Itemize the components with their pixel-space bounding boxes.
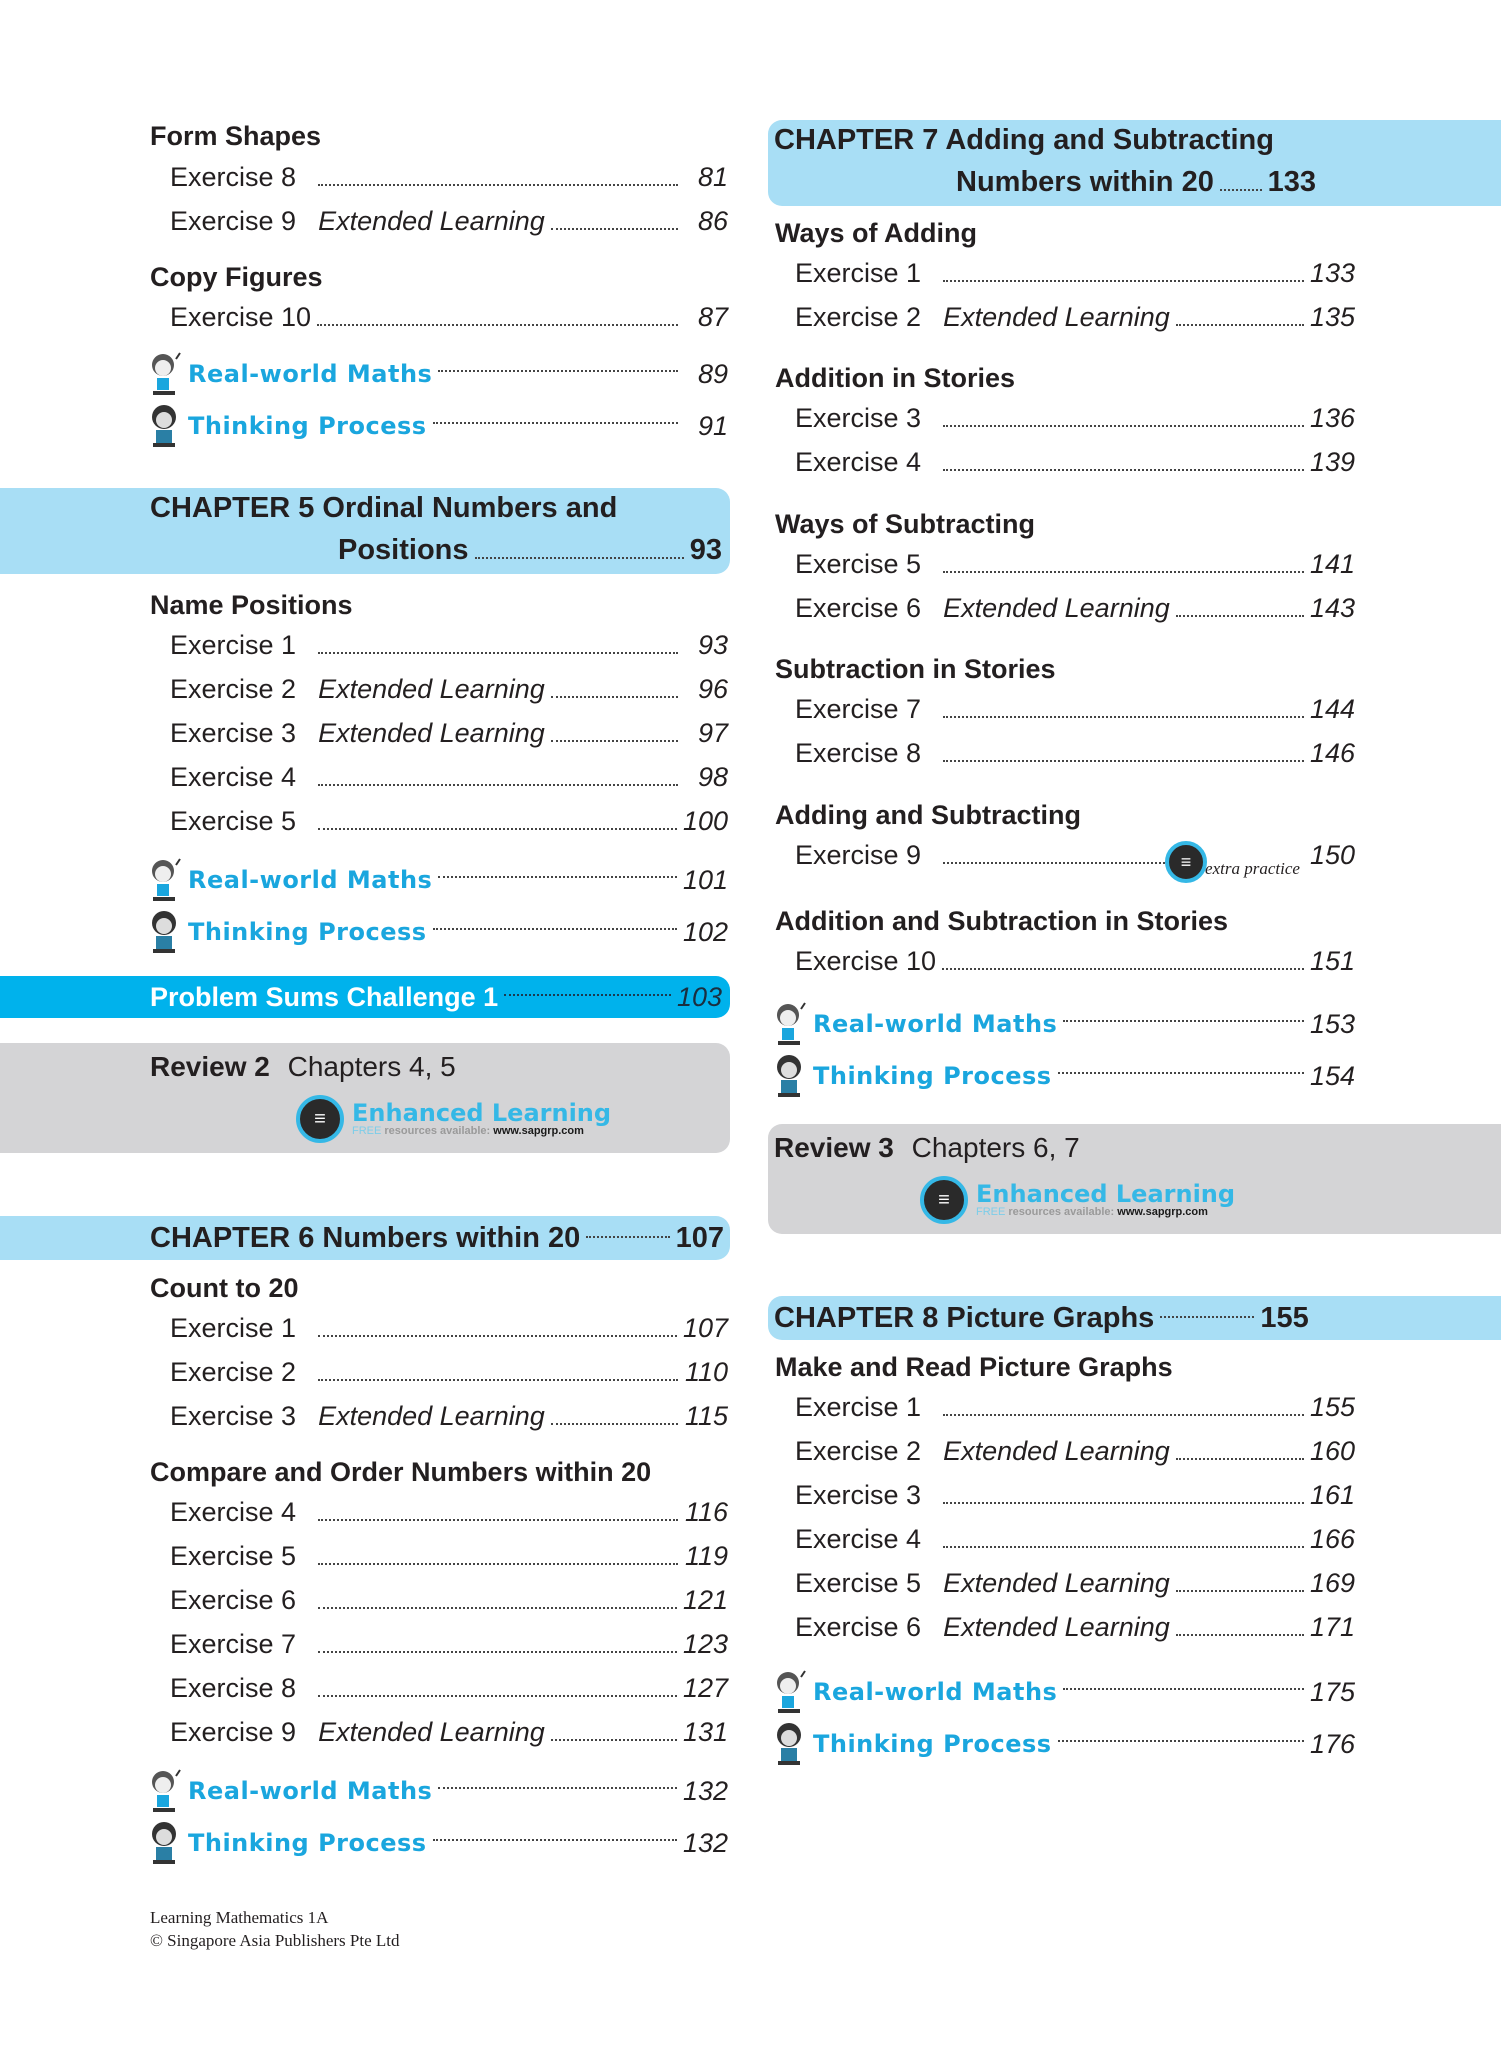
exercise-label: Exercise 2 — [170, 1357, 297, 1387]
dot-leader — [1058, 1740, 1304, 1742]
page-number: 101 — [682, 864, 728, 895]
toc-entry[interactable] — [795, 593, 1355, 637]
dot-leader — [586, 1236, 669, 1238]
logo-free: FREE — [976, 1206, 1006, 1218]
page-number: 131 — [682, 1717, 728, 1747]
exercise-label: Exercise 6 — [170, 1585, 297, 1615]
feature-title: Thinking Process — [188, 1829, 427, 1857]
thinking-mascot-icon — [148, 909, 182, 955]
toc-entry[interactable] — [170, 1585, 728, 1629]
chapter-6-header[interactable] — [0, 1216, 730, 1260]
toc-entry[interactable] — [170, 1673, 728, 1717]
dot-leader — [943, 1546, 1304, 1548]
problem-sums-challenge-bar[interactable] — [0, 976, 730, 1018]
enhanced-learning-icon: ≡ — [296, 1095, 344, 1143]
page-number: 93 — [689, 534, 722, 566]
dot-leader — [318, 1651, 677, 1653]
dot-leader — [438, 1787, 677, 1789]
page-number: 171 — [1309, 1612, 1355, 1642]
toc-entry[interactable] — [795, 1480, 1355, 1524]
dot-leader — [318, 784, 678, 786]
exercise-label: Exercise 8 — [170, 1673, 297, 1703]
feature-title: Thinking Process — [813, 1730, 1052, 1758]
feature-title: Thinking Process — [188, 412, 427, 440]
dot-leader — [433, 422, 678, 424]
extended-learning-label: Extended Learning — [943, 302, 1170, 332]
toc-entry-thinking-process[interactable] — [148, 906, 728, 958]
dot-leader — [475, 557, 684, 559]
toc-entry[interactable] — [170, 302, 728, 346]
dot-leader — [942, 968, 1304, 970]
page-number: 166 — [1309, 1524, 1355, 1554]
logo-sub: resources available: — [384, 1125, 491, 1137]
dot-leader — [433, 1839, 677, 1841]
exercise-label: Exercise 10 — [795, 946, 937, 976]
exercise-label: Exercise 4 — [170, 762, 297, 792]
toc-entry[interactable] — [795, 946, 1355, 990]
section-title: Count to 20 — [150, 1273, 299, 1303]
toc-entry[interactable] — [795, 738, 1355, 782]
page-number: 107 — [682, 1313, 728, 1343]
toc-entry[interactable] — [795, 258, 1355, 302]
dot-leader — [943, 862, 1165, 864]
toc-entry[interactable] — [170, 1629, 728, 1673]
exercise-list — [795, 840, 1355, 884]
page-number: 97 — [697, 718, 728, 748]
toc-entry[interactable] — [170, 1401, 728, 1445]
exercise-label: Exercise 1 — [795, 258, 922, 288]
exercise-list — [795, 549, 1355, 637]
extended-learning-label: Extended Learning — [318, 718, 545, 748]
section-title: Name Positions — [150, 590, 353, 620]
review-title: Review 2 — [150, 1051, 270, 1082]
exercise-label: Exercise 7 — [795, 694, 922, 724]
extra-practice-icon: ≡ — [1165, 841, 1207, 883]
exercise-label: Exercise 2 — [170, 674, 297, 704]
review-chapters: Chapters 4, 5 — [287, 1051, 456, 1082]
toc-entry-real-world-maths[interactable] — [773, 1666, 1355, 1718]
exercise-list — [795, 946, 1355, 990]
extended-learning-label: Extended Learning — [943, 593, 1170, 623]
review-heading — [774, 1132, 1080, 1164]
section-title: Addition and Subtraction in Stories — [775, 906, 1229, 936]
thinking-mascot-icon — [773, 1053, 807, 1099]
dot-leader — [438, 370, 678, 372]
exercise-label: Exercise 5 — [795, 549, 922, 579]
feature-title: Real-world Maths — [813, 1010, 1058, 1038]
dot-leader — [318, 1379, 678, 1381]
feature-list — [148, 1765, 728, 1869]
review-chapters: Chapters 6, 7 — [911, 1132, 1080, 1163]
page-number: 132 — [682, 1827, 728, 1858]
exercise-list — [170, 1497, 728, 1761]
toc-entry-thinking-process[interactable] — [148, 1817, 728, 1869]
dot-leader — [318, 184, 678, 186]
exercise-list — [795, 694, 1355, 782]
section-title: Copy Figures — [150, 262, 323, 292]
exercise-label: Exercise 4 — [795, 447, 922, 477]
exercise-list — [795, 1392, 1355, 1656]
dot-leader — [318, 1563, 678, 1565]
dot-leader — [943, 1502, 1304, 1504]
toc-entry[interactable] — [170, 206, 728, 250]
dot-leader — [1063, 1688, 1304, 1690]
dot-leader — [943, 760, 1304, 762]
dot-leader — [1176, 1634, 1304, 1636]
exercise-label: Exercise 7 — [170, 1629, 297, 1659]
dot-leader — [943, 280, 1304, 282]
page-number: 87 — [697, 302, 728, 332]
toc-entry[interactable] — [170, 718, 728, 762]
book-title: Learning Mathematics 1A — [150, 1908, 329, 1927]
page-number: 89 — [697, 358, 728, 389]
review-heading — [150, 1051, 456, 1083]
chapter-title-line2 — [338, 534, 722, 567]
page-number: 100 — [682, 806, 728, 836]
exercise-label: Exercise 3 — [170, 1401, 297, 1431]
dot-leader — [551, 696, 678, 698]
page-number: 175 — [1309, 1676, 1355, 1707]
exercise-label: Exercise 1 — [170, 630, 297, 660]
exercise-label: Exercise 2 — [795, 302, 922, 332]
dot-leader — [1176, 615, 1304, 617]
logo-title: Enhanced Learning — [976, 1180, 1236, 1208]
exercise-label: Exercise 9 — [170, 206, 297, 236]
toc-entry[interactable] — [795, 840, 1355, 884]
boy-mascot-icon — [148, 1768, 182, 1814]
page-number: 103 — [676, 981, 722, 1012]
chapter-8-header[interactable] — [768, 1296, 1501, 1340]
section-title: Ways of Adding — [775, 218, 977, 248]
dot-leader — [318, 652, 678, 654]
logo-sub: resources available: — [1008, 1206, 1115, 1218]
feature-title: Thinking Process — [813, 1062, 1052, 1090]
feature-list — [773, 1666, 1355, 1770]
dot-leader — [438, 876, 677, 878]
toc-entry[interactable] — [170, 630, 728, 674]
toc-entry[interactable] — [795, 403, 1355, 447]
exercise-list — [170, 162, 728, 250]
page-number: 132 — [682, 1775, 728, 1806]
page-footer — [150, 1906, 400, 1952]
extra-practice-badge — [1165, 841, 1300, 883]
page-number: 154 — [1309, 1060, 1355, 1091]
toc-entry[interactable] — [170, 1357, 728, 1401]
chapter-title-text: CHAPTER 8 Picture Graphs — [774, 1301, 1155, 1334]
problem-sums-title: Problem Sums Challenge 1 — [150, 981, 499, 1012]
enhanced-learning-logo — [920, 1176, 1235, 1224]
page-number: 155 — [1260, 1301, 1309, 1334]
feature-title: Real-world Maths — [813, 1678, 1058, 1706]
page-number: 169 — [1309, 1568, 1355, 1598]
dot-leader — [318, 1607, 677, 1609]
page-number: 153 — [1309, 1008, 1355, 1039]
page-number: 86 — [697, 206, 728, 236]
exercise-label: Exercise 9 — [170, 1717, 297, 1747]
toc-entry[interactable] — [795, 302, 1355, 346]
dot-leader — [943, 1414, 1304, 1416]
section-title: Make and Read Picture Graphs — [775, 1352, 1173, 1382]
logo-subtitle — [352, 1125, 611, 1137]
toc-entry-real-world-maths[interactable] — [773, 998, 1355, 1050]
toc-entry[interactable] — [795, 1524, 1355, 1568]
copyright: © Singapore Asia Publishers Pte Ltd — [150, 1931, 400, 1950]
feature-list — [773, 998, 1355, 1102]
dot-leader — [943, 716, 1304, 718]
extended-learning-label: Extended Learning — [318, 1401, 545, 1431]
page-number: 81 — [697, 162, 728, 192]
toc-entry[interactable] — [170, 806, 728, 850]
section-title: Ways of Subtracting — [775, 509, 1036, 539]
exercise-label: Exercise 2 — [795, 1436, 922, 1466]
review-2-box[interactable] — [0, 1043, 730, 1153]
page-number: 155 — [1309, 1392, 1355, 1422]
feature-list — [148, 348, 728, 452]
logo-subtitle — [976, 1206, 1235, 1218]
review-title: Review 3 — [774, 1132, 894, 1163]
dot-leader — [504, 994, 671, 996]
exercise-label: Exercise 5 — [795, 1568, 922, 1598]
toc-entry-thinking-process[interactable] — [773, 1050, 1355, 1102]
page-number: 127 — [682, 1673, 728, 1703]
extended-learning-label: Extended Learning — [318, 674, 545, 704]
exercise-label: Exercise 8 — [170, 162, 297, 192]
feature-title: Real-world Maths — [188, 1777, 433, 1805]
page-number: 161 — [1309, 1480, 1355, 1510]
page-number: 102 — [682, 916, 728, 947]
boy-mascot-icon — [773, 1001, 807, 1047]
exercise-label: Exercise 4 — [170, 1497, 297, 1527]
exercise-label: Exercise 6 — [795, 593, 922, 623]
dot-leader — [1160, 1316, 1254, 1318]
toc-entry-thinking-process[interactable] — [148, 400, 728, 452]
chapter-title-text: Numbers within 20 — [956, 166, 1214, 198]
toc-entry[interactable] — [795, 447, 1355, 491]
page-number: 119 — [684, 1541, 728, 1571]
logo-url: www.sapgrp.com — [1117, 1206, 1208, 1218]
page-number: 121 — [682, 1585, 728, 1615]
page-number: 143 — [1309, 593, 1355, 623]
page-number: 150 — [1309, 840, 1355, 870]
exercise-list — [170, 302, 728, 346]
section-title: Subtraction in Stories — [775, 654, 1056, 684]
feature-list — [148, 854, 728, 958]
toc-entry[interactable] — [795, 1612, 1355, 1656]
chapter-title-text: CHAPTER 6 Numbers within 20 — [150, 1221, 581, 1254]
page-number: 116 — [684, 1497, 728, 1527]
page-number: 110 — [684, 1357, 728, 1387]
dot-leader — [317, 324, 678, 326]
section-title: Compare and Order Numbers within 20 — [150, 1457, 652, 1487]
enhanced-learning-logo — [296, 1095, 611, 1143]
page-number: 96 — [697, 674, 728, 704]
logo-url: www.sapgrp.com — [493, 1125, 584, 1137]
thinking-mascot-icon — [773, 1721, 807, 1767]
chapter-title-line1: CHAPTER 5 Ordinal Numbers and — [150, 492, 618, 524]
dot-leader — [1058, 1072, 1304, 1074]
dot-leader — [551, 1739, 677, 1741]
page-number: 160 — [1309, 1436, 1355, 1466]
chapter-title-line2 — [956, 166, 1316, 199]
thinking-mascot-icon — [148, 1820, 182, 1866]
page-number: 91 — [697, 410, 728, 441]
exercise-label: Exercise 3 — [795, 1480, 922, 1510]
page-number: 93 — [697, 630, 728, 660]
dot-leader — [551, 1423, 678, 1425]
exercise-label: Exercise 5 — [170, 806, 297, 836]
exercise-label: Exercise 6 — [795, 1612, 922, 1642]
toc-entry-real-world-maths[interactable] — [148, 348, 728, 400]
page-number: 133 — [1267, 166, 1316, 198]
toc-entry[interactable] — [170, 1313, 728, 1357]
extra-practice-label: extra practice — [1205, 859, 1300, 878]
exercise-list — [795, 258, 1355, 346]
section-title: Addition in Stories — [775, 363, 1015, 393]
boy-mascot-icon — [148, 857, 182, 903]
page-number: 115 — [684, 1401, 728, 1431]
toc-entry-thinking-process[interactable] — [773, 1718, 1355, 1770]
toc-entry[interactable] — [170, 762, 728, 806]
toc-entry[interactable] — [170, 1541, 728, 1585]
exercise-label: Exercise 1 — [170, 1313, 297, 1343]
toc-entry[interactable] — [170, 162, 728, 206]
exercise-label: Exercise 10 — [170, 302, 312, 332]
page-number: 144 — [1309, 694, 1355, 724]
chapter-title-line1: CHAPTER 7 Adding and Subtracting — [774, 124, 1274, 156]
page-number: 176 — [1309, 1728, 1355, 1759]
exercise-label: Exercise 4 — [795, 1524, 922, 1554]
enhanced-learning-icon: ≡ — [920, 1176, 968, 1224]
dot-leader — [551, 740, 678, 742]
exercise-label: Exercise 1 — [795, 1392, 922, 1422]
chapter-title-text: Positions — [338, 534, 469, 566]
page-number: 123 — [682, 1629, 728, 1659]
dot-leader — [943, 571, 1304, 573]
exercise-label: Exercise 5 — [170, 1541, 297, 1571]
dot-leader — [1176, 1458, 1304, 1460]
exercise-label: Exercise 9 — [795, 840, 922, 870]
toc-entry[interactable] — [170, 674, 728, 718]
dot-leader — [943, 469, 1304, 471]
boy-mascot-icon — [773, 1669, 807, 1715]
extended-learning-label: Extended Learning — [943, 1436, 1170, 1466]
section-title: Form Shapes — [150, 121, 322, 151]
thinking-mascot-icon — [148, 403, 182, 449]
feature-title: Real-world Maths — [188, 866, 433, 894]
chapter-5-header[interactable] — [0, 488, 730, 574]
extended-learning-label: Extended Learning — [943, 1612, 1170, 1642]
page-number: 133 — [1309, 258, 1355, 288]
exercise-list — [170, 630, 728, 850]
extended-learning-label: Extended Learning — [943, 1568, 1170, 1598]
toc-entry[interactable] — [795, 1436, 1355, 1480]
logo-title: Enhanced Learning — [352, 1099, 612, 1127]
dot-leader — [318, 1335, 677, 1337]
page-number: 141 — [1309, 549, 1355, 579]
page-number: 151 — [1309, 946, 1355, 976]
dot-leader — [1176, 1590, 1304, 1592]
review-3-box[interactable] — [768, 1124, 1501, 1234]
dot-leader — [318, 1519, 678, 1521]
dot-leader — [1063, 1020, 1304, 1022]
exercise-list — [795, 403, 1355, 491]
exercise-label: Exercise 3 — [795, 403, 922, 433]
page-number: 98 — [697, 762, 728, 792]
feature-title: Real-world Maths — [188, 360, 433, 388]
logo-free: FREE — [352, 1125, 382, 1137]
chapter-7-header[interactable] — [768, 120, 1501, 206]
dot-leader — [318, 828, 677, 830]
dot-leader — [318, 1695, 677, 1697]
extended-learning-label: Extended Learning — [318, 1717, 545, 1747]
toc-entry[interactable] — [170, 1717, 728, 1761]
boy-mascot-icon — [148, 351, 182, 397]
dot-leader — [1220, 189, 1262, 191]
toc-entry-real-world-maths[interactable] — [148, 854, 728, 906]
exercise-label: Exercise 8 — [795, 738, 922, 768]
dot-leader — [943, 425, 1304, 427]
toc-entry[interactable] — [170, 1497, 728, 1541]
extended-learning-label: Extended Learning — [318, 206, 545, 236]
page-number: 107 — [675, 1221, 724, 1254]
dot-leader — [551, 228, 678, 230]
dot-leader — [433, 928, 677, 930]
exercise-label: Exercise 3 — [170, 718, 297, 748]
toc-entry-real-world-maths[interactable] — [148, 1765, 728, 1817]
toc-entry[interactable] — [795, 1568, 1355, 1612]
page-number: 146 — [1309, 738, 1355, 768]
page-number: 136 — [1309, 403, 1355, 433]
section-title: Adding and Subtracting — [775, 800, 1081, 830]
dot-leader — [1176, 324, 1304, 326]
page-number: 135 — [1309, 302, 1355, 332]
toc-entry[interactable] — [795, 694, 1355, 738]
toc-entry[interactable] — [795, 549, 1355, 593]
exercise-list — [170, 1313, 728, 1445]
page-number: 139 — [1309, 447, 1355, 477]
feature-title: Thinking Process — [188, 918, 427, 946]
toc-entry[interactable] — [795, 1392, 1355, 1436]
